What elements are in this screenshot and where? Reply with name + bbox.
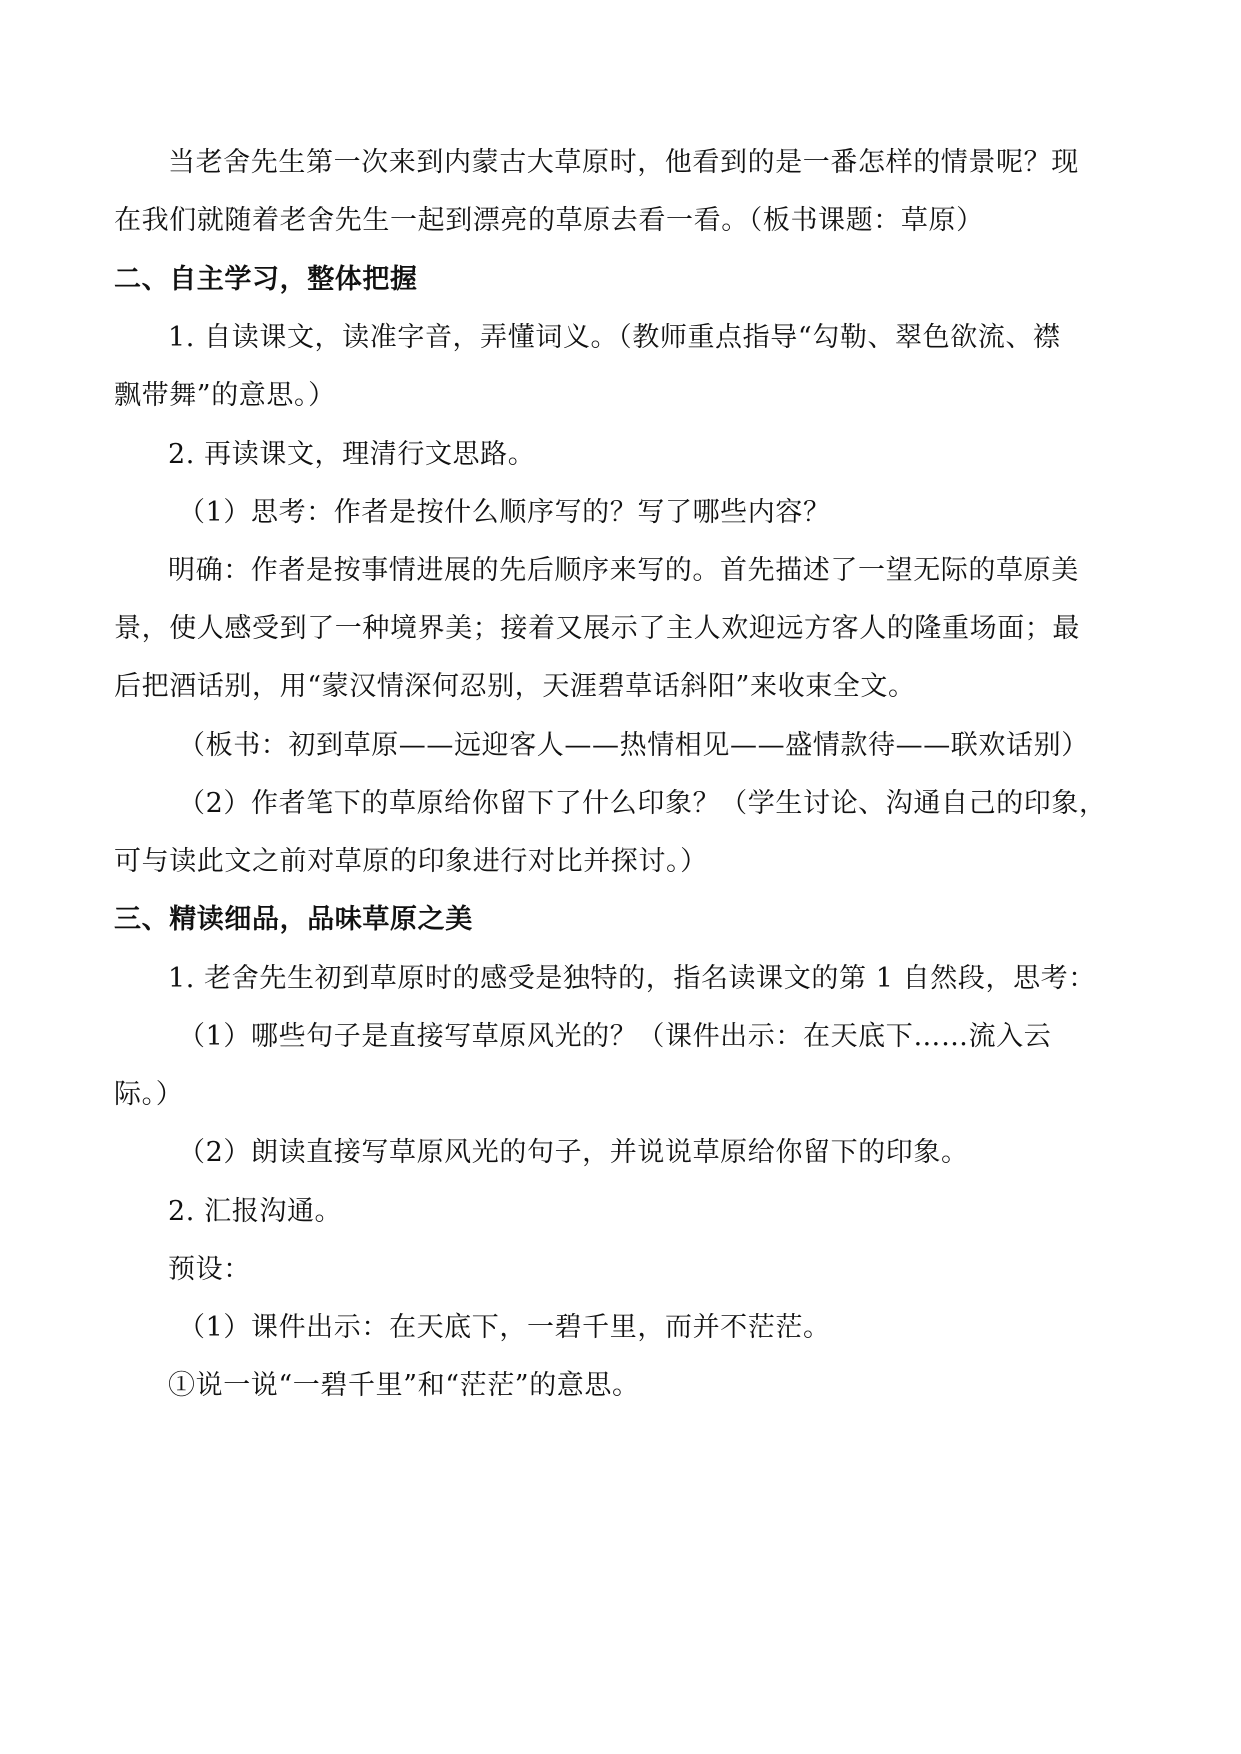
step-3-1-line: 1. 老舍先生初到草原时的感受是独特的，指名读课文的第 1 自然段，思考： [168,963,1096,994]
section-heading-2: 二、自主学习，整体把握 [114,264,418,295]
circled-item-1-line: ①说一说“一碧千里”和“茫茫”的意思。 [168,1370,640,1401]
board-note-line: （板书：初到草原——远迎客人——热情相见——盛情款待——联欢话别） [178,730,1089,761]
answer-line-2: 景，使人感受到了一种境界美；接着又展示了主人欢迎远方客人的隆重场面；最 [114,613,1080,644]
step-1-line-2: 飘带舞”的意思。） [114,380,336,411]
answer-line-3: 后把酒话别，用“蒙汉情深何忍别，天涯碧草话斜阳”来收束全文。 [114,671,916,702]
sub-question-1-line-1: （1）哪些句子是直接写草原风光的？（课件出示：在天底下……流入云 [178,1021,1052,1052]
question-2-line-2: 可与读此文之前对草原的印象进行对比并探讨。） [114,846,708,877]
step-2-line: 2. 再读课文，理清行文思路。 [168,439,536,470]
sub-question-1-line-2: 际。） [114,1079,184,1110]
step-1-line-1: 1. 自读课文，读准字音，弄懂词义。（教师重点指导“勾勒、翠色欲流、襟 [168,322,1061,353]
sub-question-2-line: （2）朗读直接写草原风光的句子，并说说草原给你留下的印象。 [178,1137,969,1168]
paragraph-intro-line-2: 在我们就随着老舍先生一起到漂亮的草原去看一看。（板书课题：草原） [114,205,984,236]
paragraph-intro-line-1: 当老舍先生第一次来到内蒙古大草原时，他看到的是一番怎样的情景呢？现 [168,147,1079,178]
step-3-2-line: 2. 汇报沟通。 [168,1196,343,1227]
courseware-line: （1）课件出示：在天底下，一碧千里，而并不茫茫。 [178,1312,831,1343]
preset-label: 预设： [168,1254,251,1285]
question-1-line: （1）思考：作者是按什么顺序写的？写了哪些内容？ [178,497,831,528]
answer-line-1: 明确：作者是按事情进展的先后顺序来写的。首先描述了一望无际的草原美 [168,555,1079,586]
question-2-line-1: （2）作者笔下的草原给你留下了什么印象？（学生讨论、沟通自己的印象， [178,788,1107,819]
section-heading-3: 三、精读细品，品味草原之美 [114,904,473,935]
